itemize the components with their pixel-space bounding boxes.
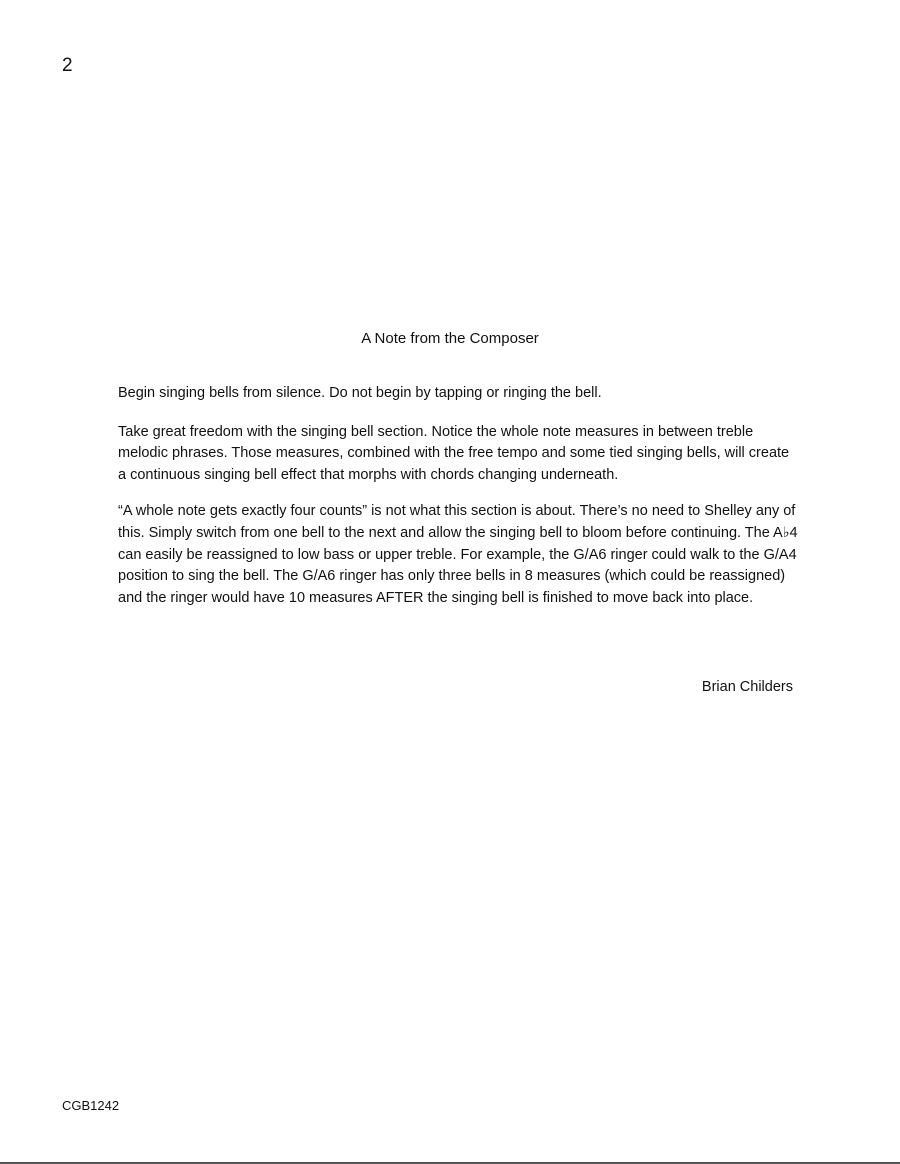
composer-signature: Brian Childers — [701, 679, 793, 695]
page-number: 2 — [62, 55, 73, 76]
paragraph-1: Begin singing bells from silence. Do not begin by tapping or ringing the bell. — [118, 385, 602, 401]
paragraph-2: Take great freedom with the singing bell section. Notice the whole note measures in between treble melodic phrases. Those measures, combined with the free tempo and some tied singing bells, will create a continuous singing bell effect that morphs with chords changing underneath. — [118, 423, 790, 483]
catalog-code: CGB1242 — [62, 1098, 120, 1113]
page-title: A Note from the Composer — [361, 330, 539, 347]
composer-note-body — [118, 383, 798, 624]
paragraph-3: “A whole note gets exactly four counts” is not what this section is about. There’s no need to Shelley any of this. Simply switch from one bell to the next and allow the singing bell to bloom before continuing. The A♭4 can easily be reassigned to low bass or upper treble. For example, the G/A6 ringer could walk to the G/A4 position to sing the bell. The G/A6 ringer has only three bells in 8 measures (which could be reassigned) and the ringer would have 10 measures AFTER the singing bell is finished to move back into place. — [118, 503, 798, 606]
